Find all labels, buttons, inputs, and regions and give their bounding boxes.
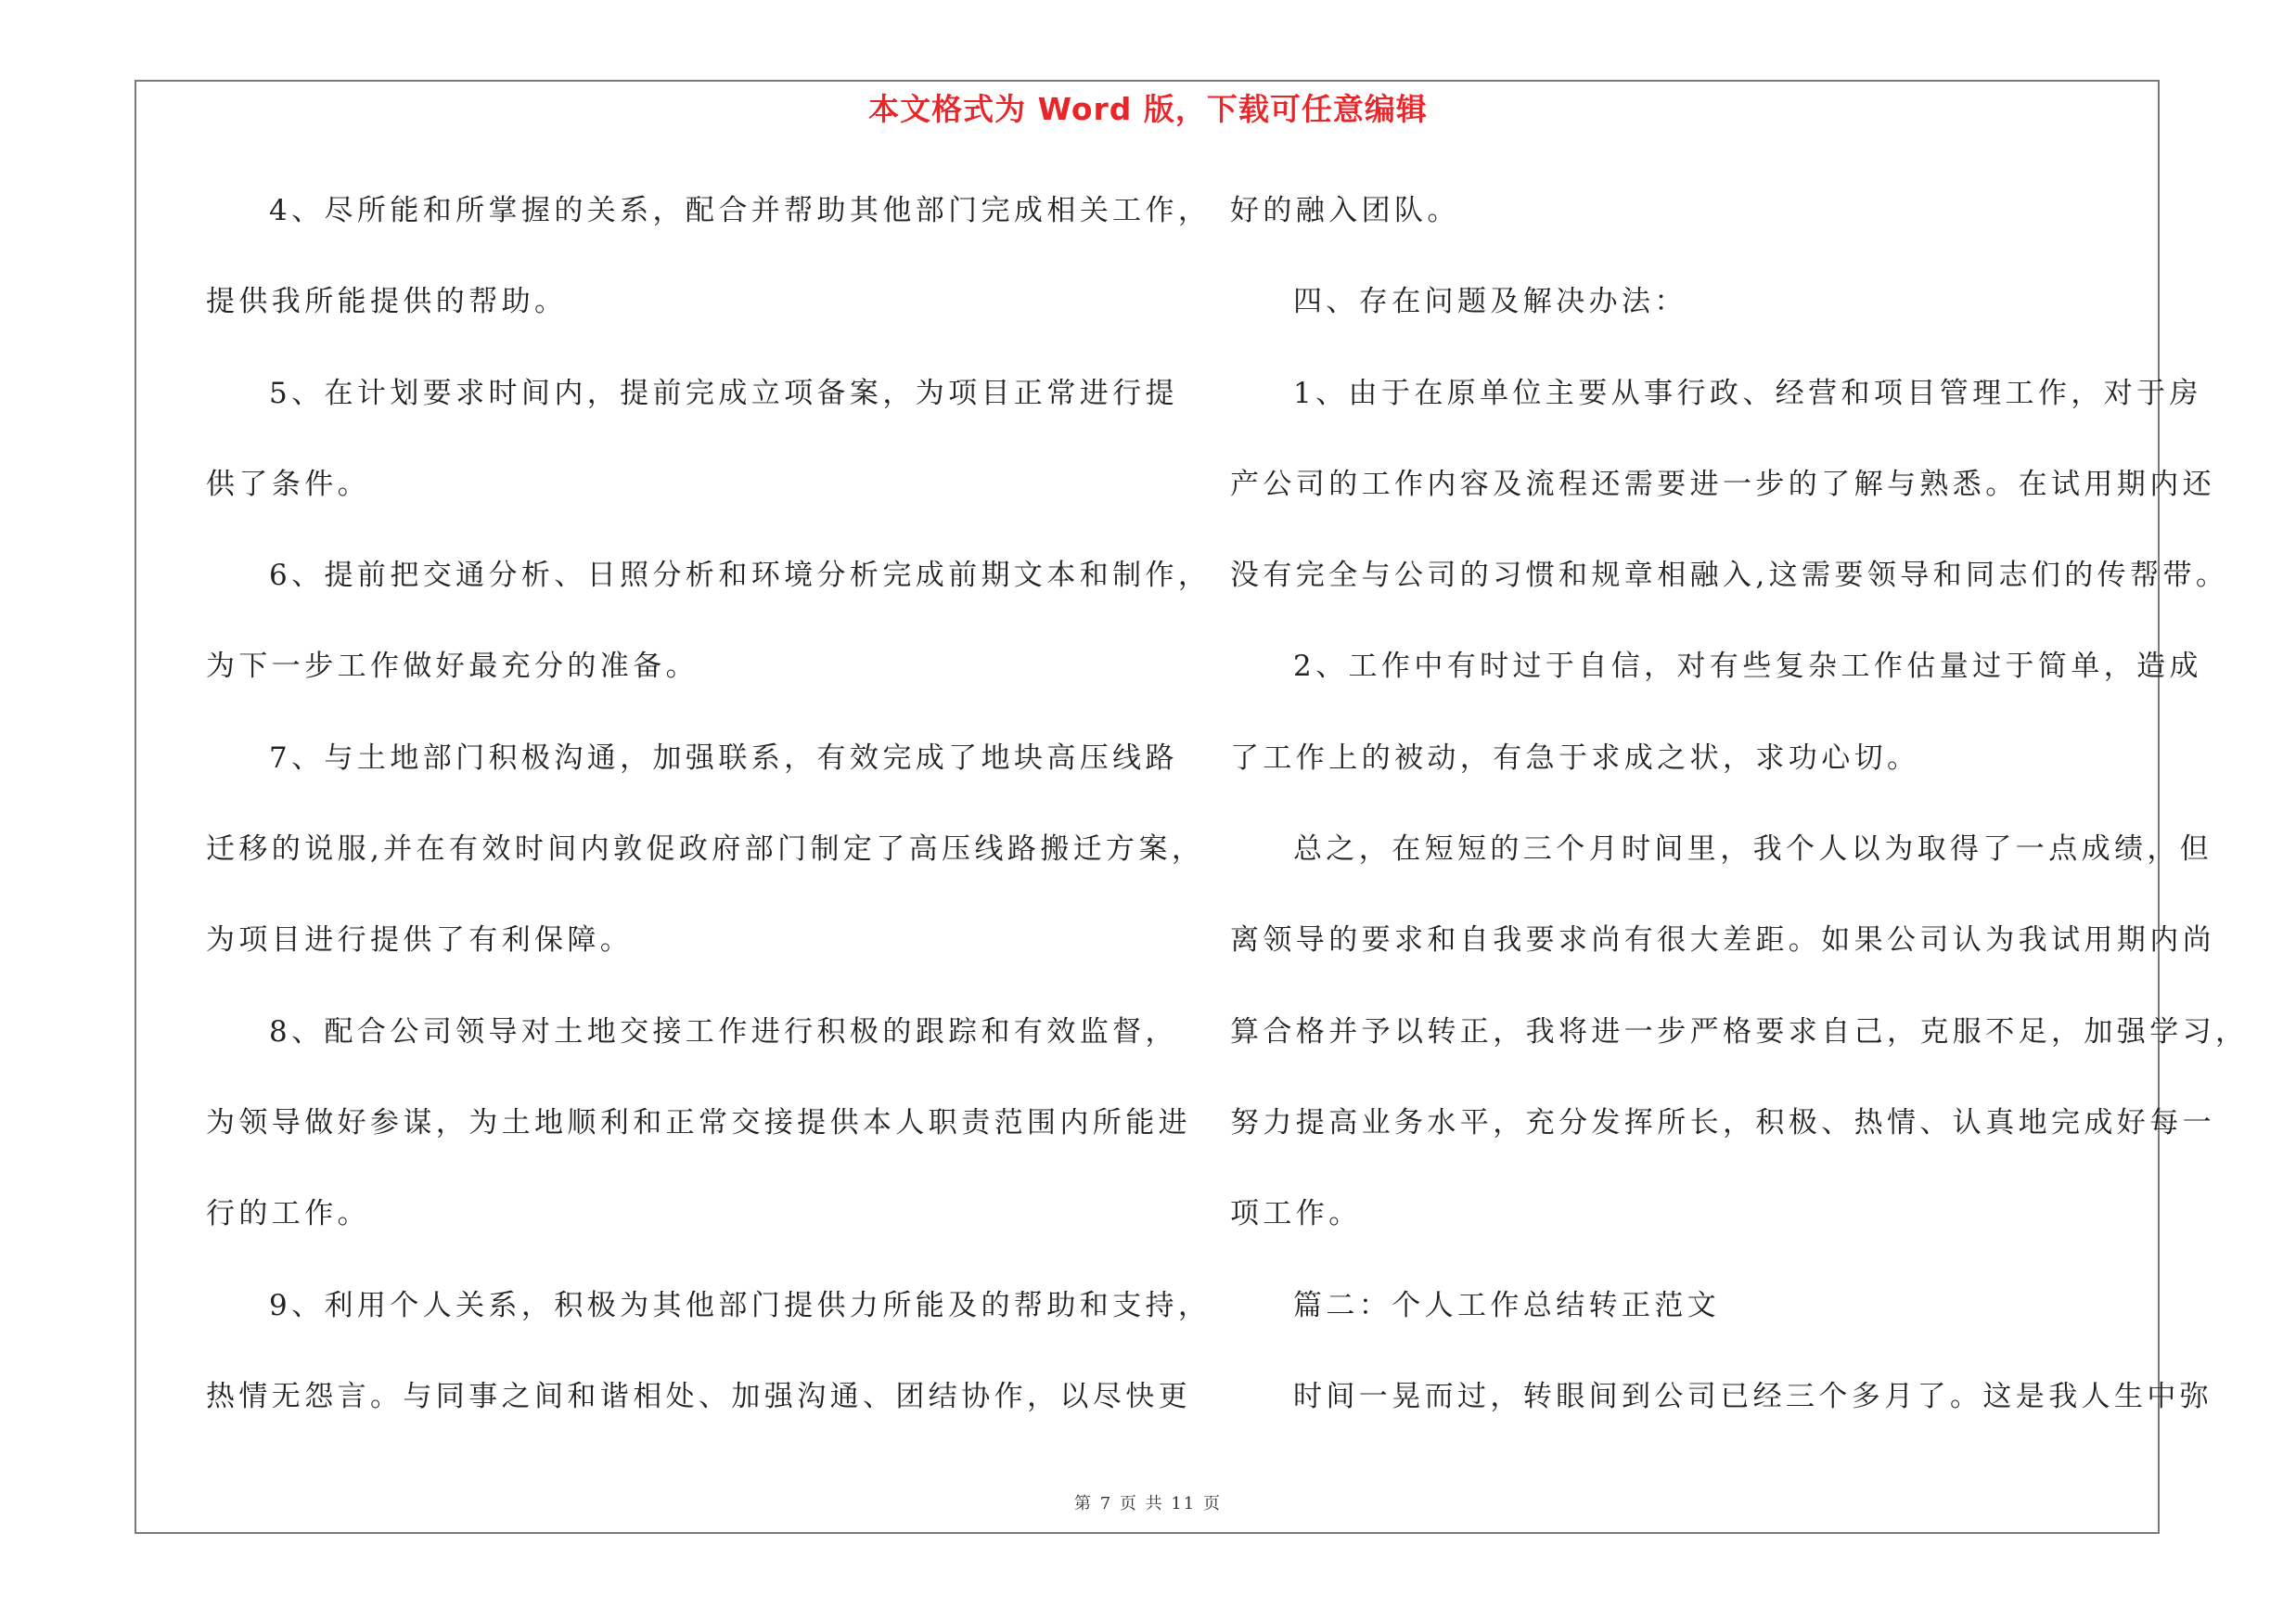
text-line: 产公司的工作内容及流程还需要进一步的了解与熟悉。在试用期内还	[1230, 467, 2215, 501]
text-line: 为领导做好参谋，为土地顺利和正常交接提供本人职责范围内所能进	[206, 1105, 1191, 1140]
text-line: 没有完全与公司的习惯和规章相融入,这需要领导和同志们的传帮带。	[1230, 559, 2229, 593]
left-column	[206, 178, 1212, 1455]
text-line: 为项目进行提供了有利保障。	[206, 923, 634, 958]
text-line: 5、在计划要求时间内，提前完成立项备案，为项目正常进行提	[269, 376, 1178, 410]
text-line: 篇二：个人工作总结转正范文	[1293, 1288, 1721, 1322]
text-line: 6、提前把交通分析、日照分析和环境分析完成前期文本和制作，	[269, 559, 1212, 593]
text-line: 算合格并予以转正，我将进一步严格要求自己，克服不足，加强学习，	[1230, 1014, 2249, 1049]
text-line: 提供我所能提供的帮助。	[206, 285, 568, 319]
text-line: 了工作上的被动，有急于求成之状，求功心切。	[1230, 741, 1920, 775]
text-line: 1、由于在原单位主要从事行政、经营和项目管理工作，对于房	[1293, 376, 2202, 410]
text-line: 行的工作。	[206, 1197, 370, 1231]
text-line: 9、利用个人关系，积极为其他部门提供力所能及的帮助和支持，	[269, 1288, 1212, 1322]
right-column	[1230, 178, 2249, 1455]
text-line: 8、配合公司领导对土地交接工作进行积极的跟踪和有效监督，	[269, 1014, 1178, 1049]
text-line: 项工作。	[1230, 1197, 1362, 1231]
page-footer: 第 7 页 共 11 页	[1074, 1494, 1222, 1514]
text-line: 为下一步工作做好最充分的准备。	[206, 650, 699, 684]
text-line: 2、工作中有时过于自信，对有些复杂工作估量过于简单，造成	[1293, 650, 2202, 684]
text-line: 离领导的要求和自我要求尚有很大差距。如果公司认为我试用期内尚	[1230, 923, 2215, 958]
header-banner: 本文格式为 Word 版，下载可任意编辑	[868, 91, 1428, 127]
text-line: 7、与土地部门积极沟通，加强联系，有效完成了地块高压线路	[269, 741, 1178, 775]
text-line: 四、存在问题及解决办法：	[1293, 285, 1687, 319]
text-line: 供了条件。	[206, 467, 370, 501]
text-line: 努力提高业务水平，充分发挥所长，积极、热情、认真地完成好每一	[1230, 1105, 2215, 1140]
text-line: 迁移的说服,并在有效时间内敦促政府部门制定了高压线路搬迁方案，	[206, 832, 1205, 867]
text-line: 总之，在短短的三个月时间里，我个人以为取得了一点成绩，但	[1293, 832, 2213, 867]
text-line: 时间一晃而过，转眼间到公司已经三个多月了。这是我人生中弥	[1293, 1379, 2213, 1413]
text-line: 4、尽所能和所掌握的关系，配合并帮助其他部门完成相关工作，	[269, 194, 1212, 227]
text-line: 好的融入团队。	[1230, 194, 1460, 227]
text-line: 热情无怨言。与同事之间和谐相处、加强沟通、团结协作，以尽快更	[206, 1379, 1191, 1413]
